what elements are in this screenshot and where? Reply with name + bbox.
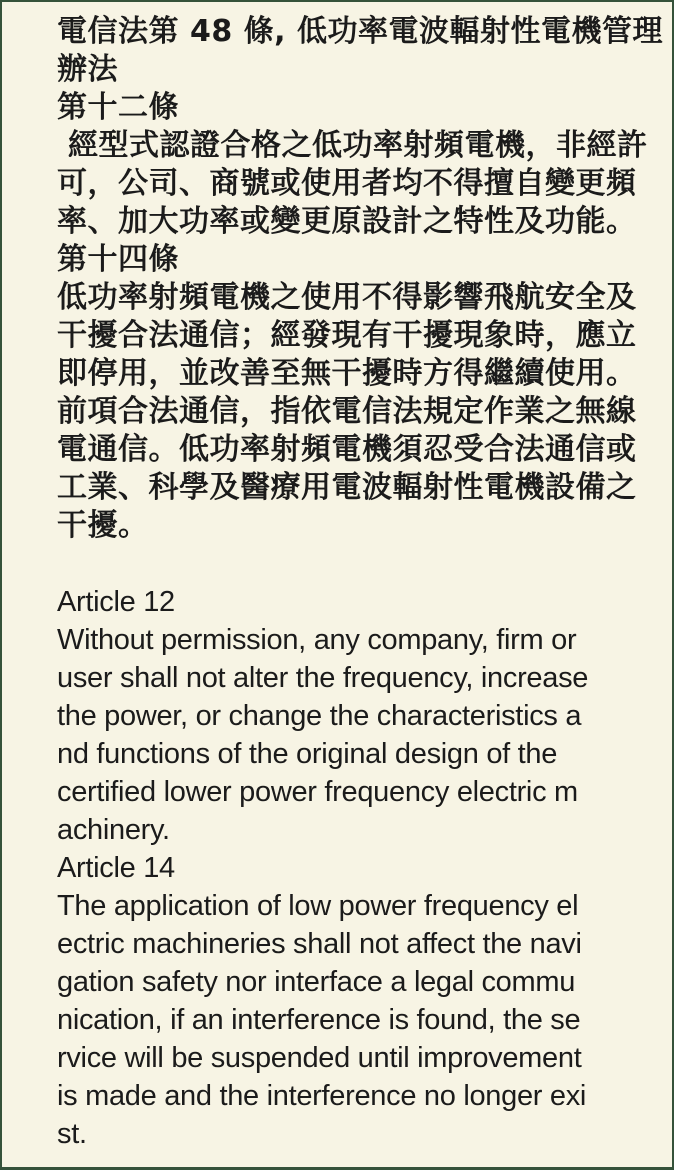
text-line: achinery. <box>57 814 170 846</box>
text-line: 第十二條 <box>57 90 179 125</box>
text-line: the power, or change the characteristics a <box>57 700 582 732</box>
text-line: 率、加大功率或變更原設計之特性及功能。 <box>57 204 637 239</box>
text-line: 電信法第 48 條, 低功率電波輻射性電機管理 <box>57 14 663 49</box>
text-line: 前項合法通信，指依電信法規定作業之無線 <box>57 394 637 429</box>
section-gap <box>57 545 642 583</box>
text-line: Article 12 <box>57 586 175 618</box>
text-line: 工業、科學及醫療用電波輻射性電機設備之 <box>57 470 637 505</box>
text-line: st. <box>57 1118 87 1150</box>
text-line: 第十四條 <box>57 242 179 277</box>
text-line: user shall not alter the frequency, increase <box>57 662 589 694</box>
text-line: 辦法 <box>57 52 118 87</box>
text-line: 干擾。 <box>57 508 149 543</box>
english-translation-text <box>57 583 642 1153</box>
text-line: nication, if an interference is found, the se <box>57 1004 581 1036</box>
text-line: Article 14 <box>57 852 175 884</box>
text-line: 即停用，並改善至無干擾時方得繼續使用。 <box>57 356 637 391</box>
text-line: 低功率射頻電機之使用不得影響飛航安全及 <box>57 280 637 315</box>
text-line: Without permission, any company, firm or <box>57 624 577 656</box>
chinese-regulation-text <box>57 13 663 545</box>
text-line: rvice will be suspended until improvement <box>57 1042 582 1074</box>
text-line: 可，公司、商號或使用者均不得擅自變更頻 <box>57 166 637 201</box>
text-line: ectric machineries shall not affect the navi <box>57 928 582 960</box>
text-line: 電通信。低功率射頻電機須忍受合法通信或 <box>57 432 637 467</box>
text-line: gation safety nor interface a legal commu <box>57 966 576 998</box>
text-line: 干擾合法通信；經發現有干擾現象時，應立 <box>57 318 637 353</box>
text-line: nd functions of the original design of the <box>57 738 558 770</box>
text-line: is made and the interference no longer exi <box>57 1080 587 1112</box>
text-line: 經型式認證合格之低功率射頻電機，非經許 <box>57 128 648 163</box>
text-line: The application of low power frequency el <box>57 890 579 922</box>
text-line: certified lower power frequency electric m <box>57 776 578 808</box>
